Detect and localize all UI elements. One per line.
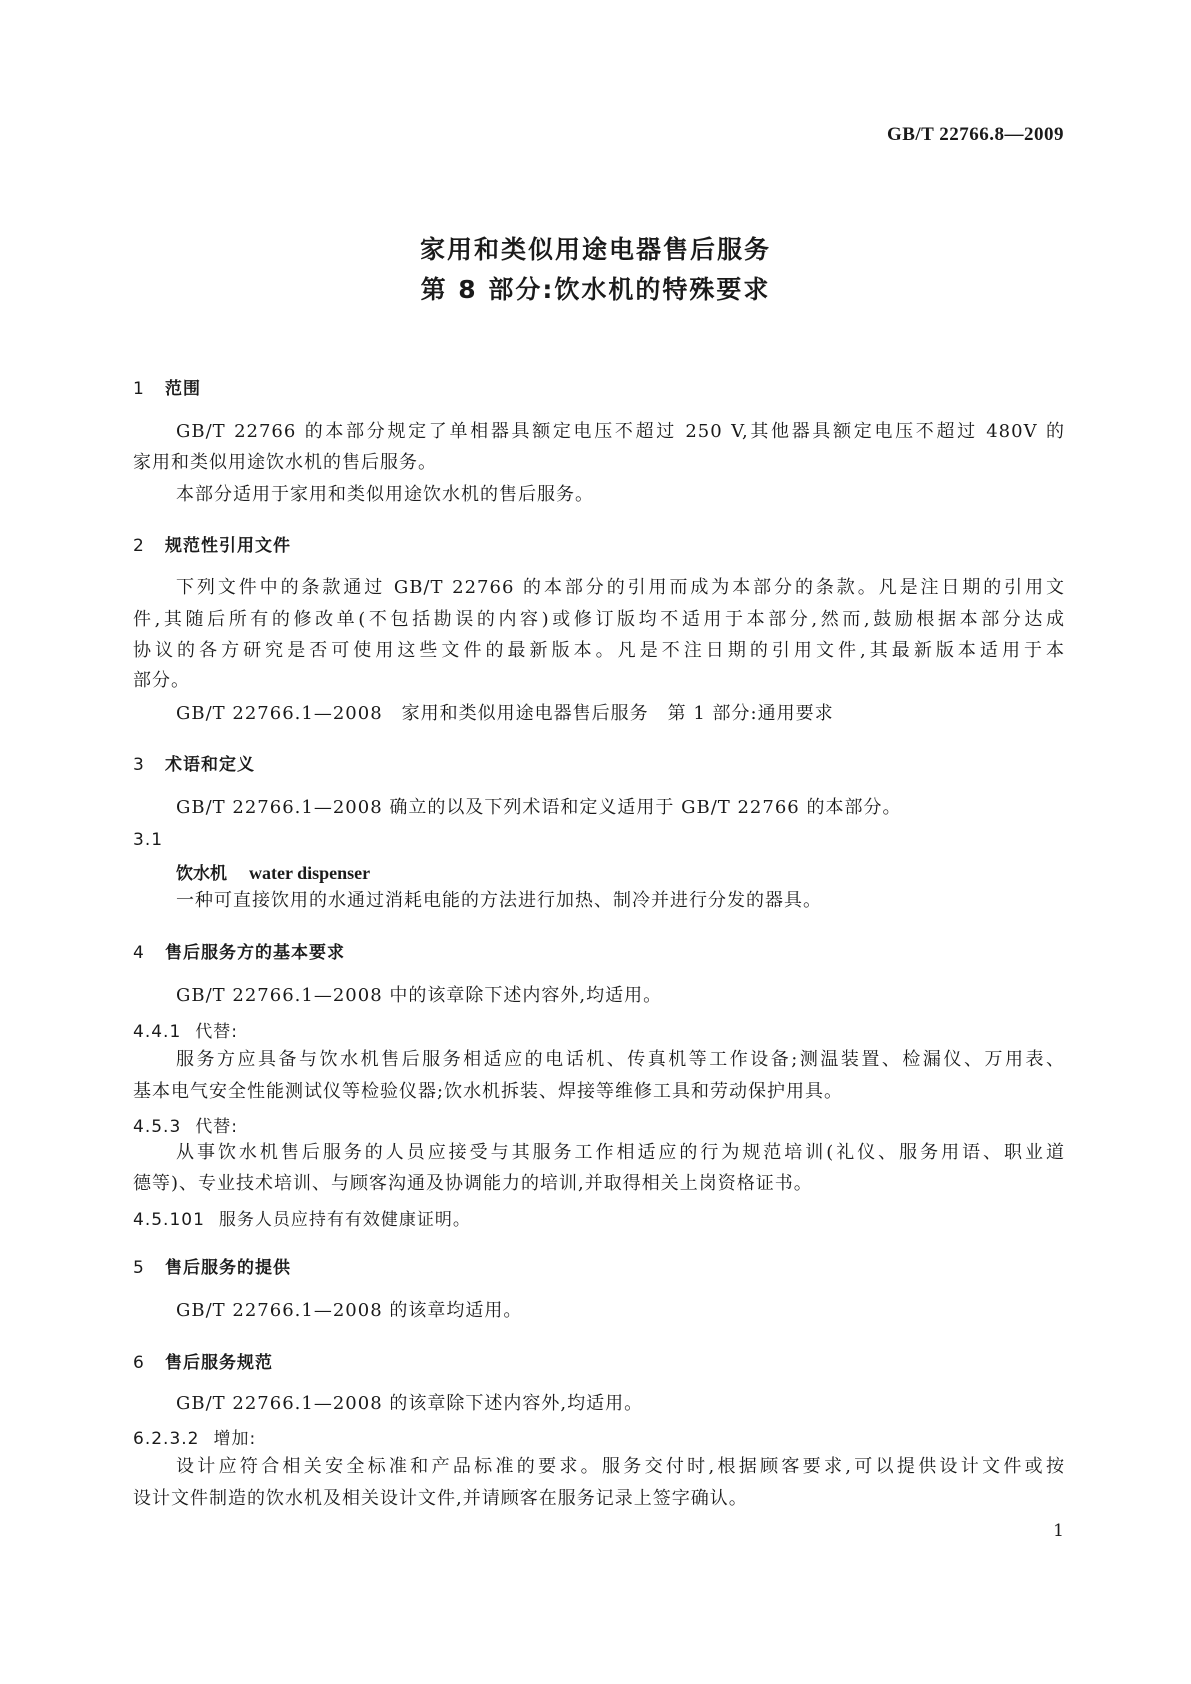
paragraph-line: 从事饮水机售后服务的人员应接受与其服务工作相适应的行为规范培训(礼仪、服务用语、职业道 [176,1142,1065,1163]
paragraph: GB/T 22766.1—2008 确立的以及下列术语和定义适用于 GB/T 22766 的本部分。 [176,797,902,818]
normative-reference: GB/T 22766.1—2008 家用和类似用途电器售后服务 第 1 部分:通用要求 [176,703,834,724]
paragraph: GB/T 22766.1—2008 中的该章除下述内容外,均适用。 [176,985,663,1006]
section-2-heading: 2 规范性引用文件 [133,536,291,556]
clause-4-5-101: 4.5.101 服务人员应持有有效健康证明。 [133,1210,471,1230]
clause-4-5-3: 4.5.3 代替: [133,1117,238,1137]
section-5-heading: 5 售后服务的提供 [133,1258,291,1278]
paragraph-line: 件,其随后所有的修改单(不包括勘误的内容)或修订版均不适用于本部分,然而,鼓励根据本部分达成 [133,609,1065,630]
section-6-heading: 6 售后服务规范 [133,1353,273,1373]
paragraph-line: 部分。 [133,670,190,691]
paragraph-line: 协议的各方研究是否可使用这些文件的最新版本。凡是不注日期的引用文件,其最新版本适用于本 [133,640,1065,661]
standard-number: GB/T 22766.8—2009 [886,124,1064,145]
term: 饮水机 water dispenser [176,863,371,884]
clause-number: 3.1 [133,830,164,850]
paragraph: GB/T 22766.1—2008 的该章均适用。 [176,1300,523,1321]
doc-subtitle: 第 8 部分:饮水机的特殊要求 [420,275,771,304]
paragraph-line: 设计文件制造的饮水机及相关设计文件,并请顾客在服务记录上签字确认。 [133,1488,748,1509]
definition: 一种可直接饮用的水通过消耗电能的方法进行加热、制冷并进行分发的器具。 [176,890,822,911]
paragraph-line: 基本电气安全性能测试仪等检验仪器;饮水机拆装、焊接等维修工具和劳动保护用具。 [133,1081,844,1102]
clause-6-2-3-2: 6.2.3.2 增加: [133,1429,257,1449]
paragraph-line: 服务方应具备与饮水机售后服务相适应的电话机、传真机等工作设备;测温装置、检漏仪、万用表、 [176,1049,1065,1070]
section-1-heading: 1 范围 [133,379,201,399]
section-4-heading: 4 售后服务方的基本要求 [133,943,345,963]
doc-title: 家用和类似用途电器售后服务 [419,235,771,264]
section-3-heading: 3 术语和定义 [133,755,255,775]
clause-4-4-1: 4.4.1 代替: [133,1022,238,1042]
paragraph-line: 德等)、专业技术培训、与顾客沟通及协调能力的培训,并取得相关上岗资格证书。 [133,1173,813,1194]
paragraph: 本部分适用于家用和类似用途饮水机的售后服务。 [176,484,594,505]
paragraph-line: 设计应符合相关安全标准和产品标准的要求。服务交付时,根据顾客要求,可以提供设计文件或按 [176,1456,1065,1477]
paragraph-line: 下列文件中的条款通过 GB/T 22766 的本部分的引用而成为本部分的条款。凡是注日期的引用文 [176,577,1065,598]
page-number: 1 [1053,1521,1064,1541]
paragraph: GB/T 22766.1—2008 的该章除下述内容外,均适用。 [176,1393,644,1414]
paragraph-line: 家用和类似用途饮水机的售后服务。 [133,452,437,473]
paragraph-line: GB/T 22766 的本部分规定了单相器具额定电压不超过 250 V,其他器具额定电压不超过 480V 的 [176,421,1065,442]
